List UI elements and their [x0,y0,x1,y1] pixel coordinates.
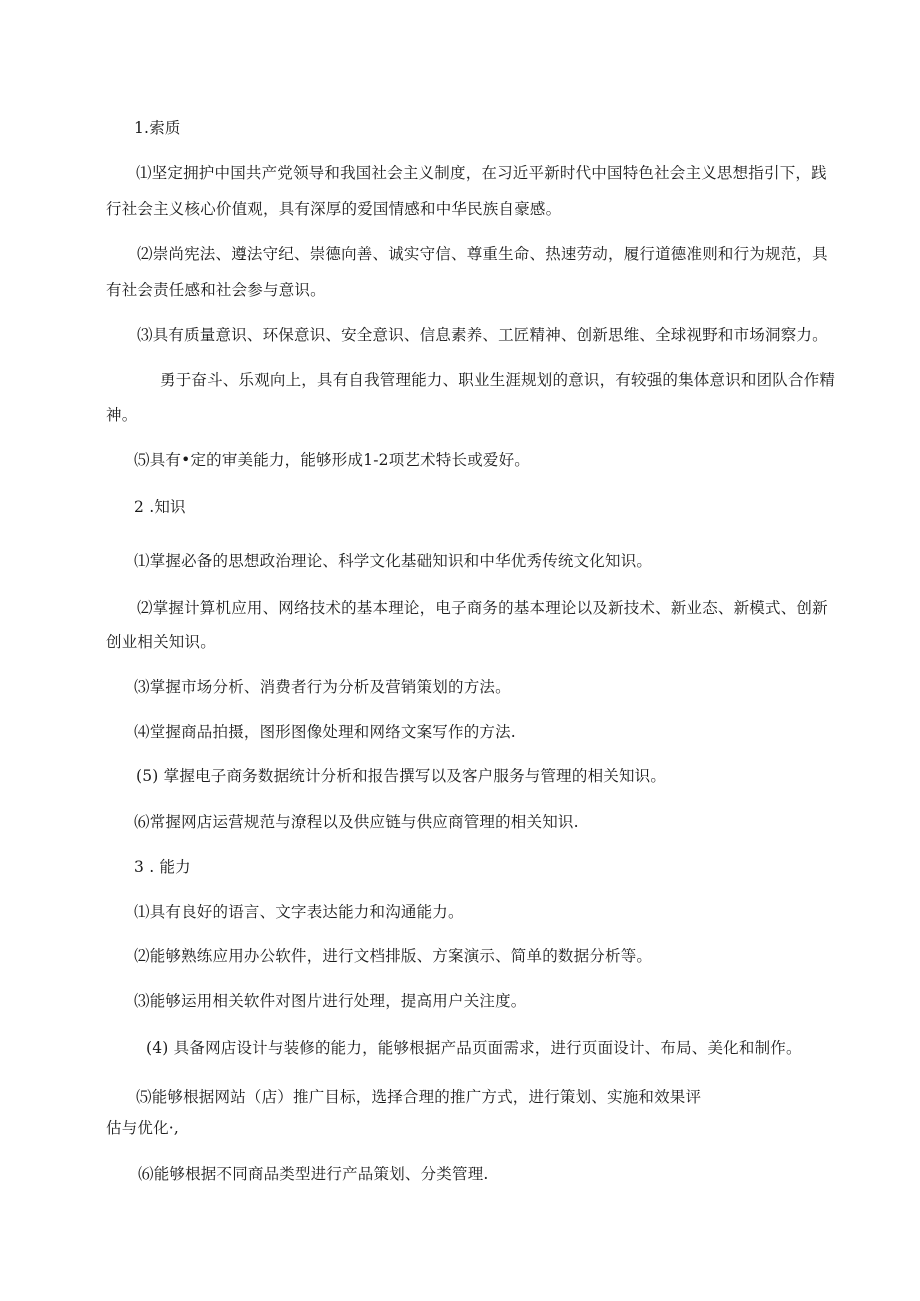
paragraph-line: 估与优化·, [106,1119,180,1137]
paragraph-line: ⑹常握网店运营规范与潦程以及供应链与供应商管理的相关知识. [134,813,579,831]
paragraph-line: ⑶具有质量意识、环保意识、安全意识、信息素养、工匠精神、创新思维、全球视野和市场洞察力。 [137,326,828,344]
paragraph-line: 神。 [106,406,138,424]
paragraph-line: ⑴具有良好的语言、文字表达能力和沟通能力。 [134,903,464,921]
section-heading-1: 1.索质 [134,119,181,137]
paragraph-line: 行社会主义核心价值观，具有深厚的爱国情感和中华民族自豪感。 [106,200,562,218]
paragraph-line: ⑸能够根据网站（店）推广目标，选择合理的推广方式，进行策划、实施和效果评 [136,1088,702,1106]
paragraph-line: (5) 掌握电子商务数据统计分析和报告撰写以及客户服务与管理的相关知识。 [136,767,667,785]
section-heading-3: 3 . 能力 [134,858,191,876]
paragraph-line: ⑵掌握计算机应用、网络技术的基本理论，电子商务的基本理论以及新技术、新业态、新模式、创新 [137,599,828,617]
paragraph-line: ⑵崇尚宪法、遵法守纪、崇德向善、诚实守信、尊重生命、热速劳动，履行道德准则和行为规范，具 [137,245,828,263]
paragraph-line: 创业相关知识。 [106,633,216,651]
paragraph-line: ⑹能够根据不同商品类型进行产品策划、分类管理. [138,1165,489,1183]
paragraph-line: ⑴坚定拥护中国共产党领导和我国社会主义制度，在习近平新时代中国特色社会主义思想指引下，践 [136,164,827,182]
paragraph-line: ⑶能够运用相关软件对图片进行处理，提高用户关注度。 [134,992,527,1010]
paragraph-line: ⑴掌握必备的思想政治理论、科学文化基础知识和中华优秀传统文化知识。 [134,552,653,570]
paragraph-line: 有社会责任感和社会参与意识。 [106,281,326,299]
paragraph-line: (4) 具备网店设计与装修的能力，能够根据产品页面需求，进行页面设计、布局、美化和制作。 [146,1039,802,1057]
paragraph-line: ⑷堂握商品拍摄，图形图像处理和网络文案写作的方法. [134,723,516,741]
section-heading-2: 2 .知识 [134,498,186,516]
paragraph-line: 勇于奋斗、乐观向上，具有自我管理能力、职业生涯规划的意识，有较强的集体意识和团队合作精 [160,371,836,389]
paragraph-line: ⑸具有•定的审美能力，能够形成1-2项艺术特长或爱好。 [134,451,531,469]
paragraph-line: ⑶掌握市场分析、消费者行为分析及营销策划的方法。 [134,678,511,696]
paragraph-line: ⑵能够熟练应用办公软件，进行文档排版、方案演示、简单的数据分析等。 [134,947,653,965]
